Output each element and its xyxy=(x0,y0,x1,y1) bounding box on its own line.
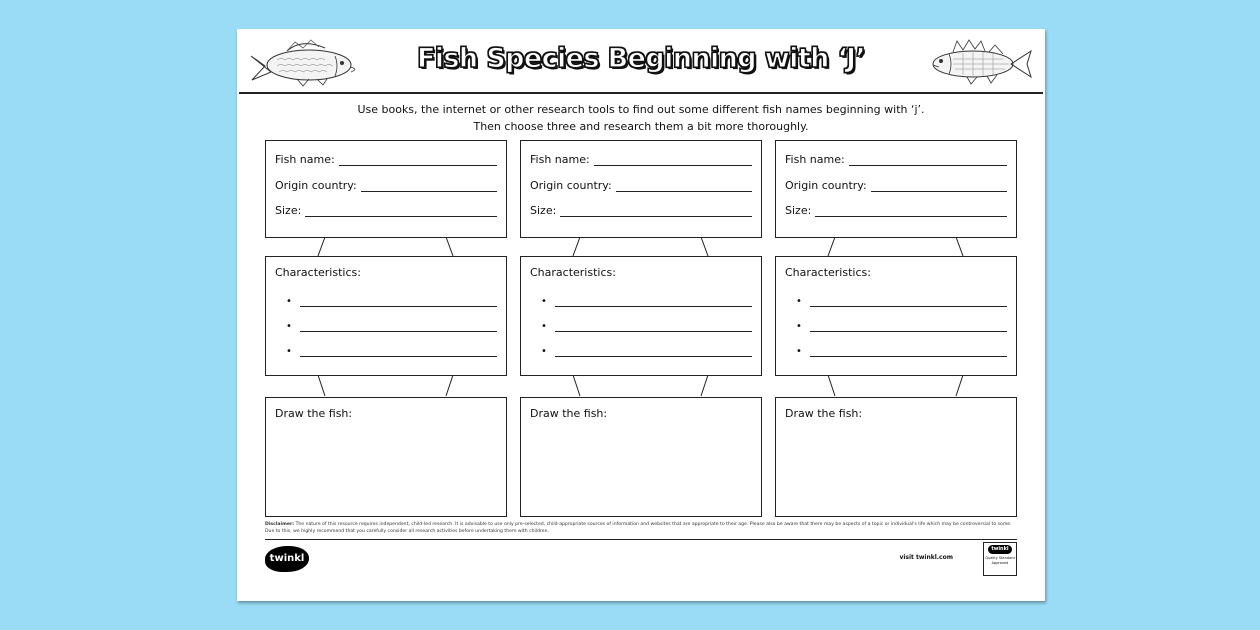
characteristic-bullet-2 xyxy=(796,318,1007,332)
size-answer-line[interactable] xyxy=(560,204,752,217)
characteristic-answer-line[interactable] xyxy=(555,296,752,307)
fish-name-answer-line[interactable] xyxy=(849,153,1007,166)
size-label: Size: xyxy=(785,204,812,217)
characteristic-answer-line[interactable] xyxy=(810,296,1007,307)
characteristic-answer-line[interactable] xyxy=(555,346,752,357)
bullet-dot: • xyxy=(286,321,292,332)
size-row xyxy=(530,201,752,217)
draw-fish-label: Draw the fish: xyxy=(275,407,353,420)
characteristics-label: Characteristics: xyxy=(530,266,616,279)
fish-name-label: Fish name: xyxy=(275,153,335,166)
origin-country-row xyxy=(530,176,752,192)
characteristic-bullet-3 xyxy=(541,343,752,357)
characteristic-bullet-2 xyxy=(541,318,752,332)
characteristic-answer-line[interactable] xyxy=(300,321,497,332)
fish-info-box xyxy=(775,140,1017,238)
disclaimer xyxy=(265,521,1017,535)
disclaimer-label: Disclaimer: xyxy=(265,522,295,527)
fish-name-label: Fish name: xyxy=(785,153,845,166)
draw-fish-box[interactable] xyxy=(775,397,1017,517)
characteristics-label: Characteristics: xyxy=(785,266,871,279)
characteristic-answer-line[interactable] xyxy=(300,346,497,357)
twinkl-logo[interactable] xyxy=(265,546,309,572)
characteristics-box xyxy=(265,256,507,376)
size-row xyxy=(275,201,497,217)
characteristic-answer-line[interactable] xyxy=(555,321,752,332)
instructions-line-2: Then choose three and research them a bit more thoroughly. xyxy=(473,120,809,133)
instructions xyxy=(237,101,1045,135)
origin-country-answer-line[interactable] xyxy=(616,179,752,192)
perch-fish-illustration-icon xyxy=(923,37,1035,87)
draw-fish-label: Draw the fish: xyxy=(530,407,608,420)
size-answer-line[interactable] xyxy=(305,204,497,217)
origin-country-row xyxy=(275,176,497,192)
size-label: Size: xyxy=(530,204,557,217)
draw-fish-box[interactable] xyxy=(265,397,507,517)
origin-country-answer-line[interactable] xyxy=(361,179,497,192)
bullet-dot: • xyxy=(286,296,292,307)
box-connector xyxy=(520,375,762,397)
draw-fish-label: Draw the fish: xyxy=(785,407,863,420)
characteristic-bullet-1 xyxy=(286,293,497,307)
fish-info-box xyxy=(265,140,507,238)
bullet-dot: • xyxy=(796,296,802,307)
characteristic-bullet-3 xyxy=(796,343,1007,357)
characteristic-answer-line[interactable] xyxy=(810,346,1007,357)
visit-twinkl-link[interactable]: visit twinkl.com xyxy=(899,554,953,561)
bullet-dot: • xyxy=(541,296,547,307)
fish-name-row xyxy=(530,150,752,166)
fish-name-answer-line[interactable] xyxy=(339,153,497,166)
disclaimer-text: The nature of this resource requires independent, child-led research. It is advisable to use only pre-selected, child-appropriate sources of information and websites that are appropriate to their age. Please also be aware that there may be aspects of a topic or individual's life which may be controversial to some. Due to this, we highly recommend that you carefully consider all research activities before undertaking them with children. xyxy=(265,522,1012,534)
characteristic-answer-line[interactable] xyxy=(300,296,497,307)
characteristic-bullet-2 xyxy=(286,318,497,332)
badge-logo: twinkl xyxy=(988,545,1012,554)
draw-fish-box[interactable] xyxy=(520,397,762,517)
badge-text: Quality Standard Approved xyxy=(985,556,1015,565)
characteristic-bullet-3 xyxy=(286,343,497,357)
fish-name-row xyxy=(275,150,497,166)
box-connector xyxy=(265,375,507,397)
origin-country-answer-line[interactable] xyxy=(871,179,1007,192)
characteristics-box xyxy=(520,256,762,376)
bullet-dot: • xyxy=(286,346,292,357)
worksheet xyxy=(237,29,1045,601)
footer-divider xyxy=(265,539,1017,540)
instructions-line-1: Use books, the internet or other research tools to find out some different fish names beginning with ‘j’. xyxy=(357,103,925,116)
worksheet-title: Fish Species Beginning with ‘J’ xyxy=(416,43,866,74)
quality-standard-badge-icon xyxy=(983,542,1017,576)
bullet-dot: • xyxy=(796,346,802,357)
size-label: Size: xyxy=(275,204,302,217)
characteristic-bullet-1 xyxy=(541,293,752,307)
fish-name-label: Fish name: xyxy=(530,153,590,166)
fish-info-box xyxy=(520,140,762,238)
characteristics-box xyxy=(775,256,1017,376)
worksheet-header xyxy=(239,31,1043,94)
size-answer-line[interactable] xyxy=(815,204,1007,217)
twinkl-logo-text: twinkl xyxy=(269,553,305,564)
fish-name-answer-line[interactable] xyxy=(594,153,752,166)
characteristic-bullet-1 xyxy=(796,293,1007,307)
origin-country-row xyxy=(785,176,1007,192)
origin-country-label: Origin country: xyxy=(785,179,867,192)
bullet-dot: • xyxy=(796,321,802,332)
characteristic-answer-line[interactable] xyxy=(810,321,1007,332)
fish-name-row xyxy=(785,150,1007,166)
bullet-dot: • xyxy=(541,321,547,332)
origin-country-label: Origin country: xyxy=(275,179,357,192)
origin-country-label: Origin country: xyxy=(530,179,612,192)
size-row xyxy=(785,201,1007,217)
box-connector xyxy=(775,375,1017,397)
characteristics-label: Characteristics: xyxy=(275,266,361,279)
bullet-dot: • xyxy=(541,346,547,357)
